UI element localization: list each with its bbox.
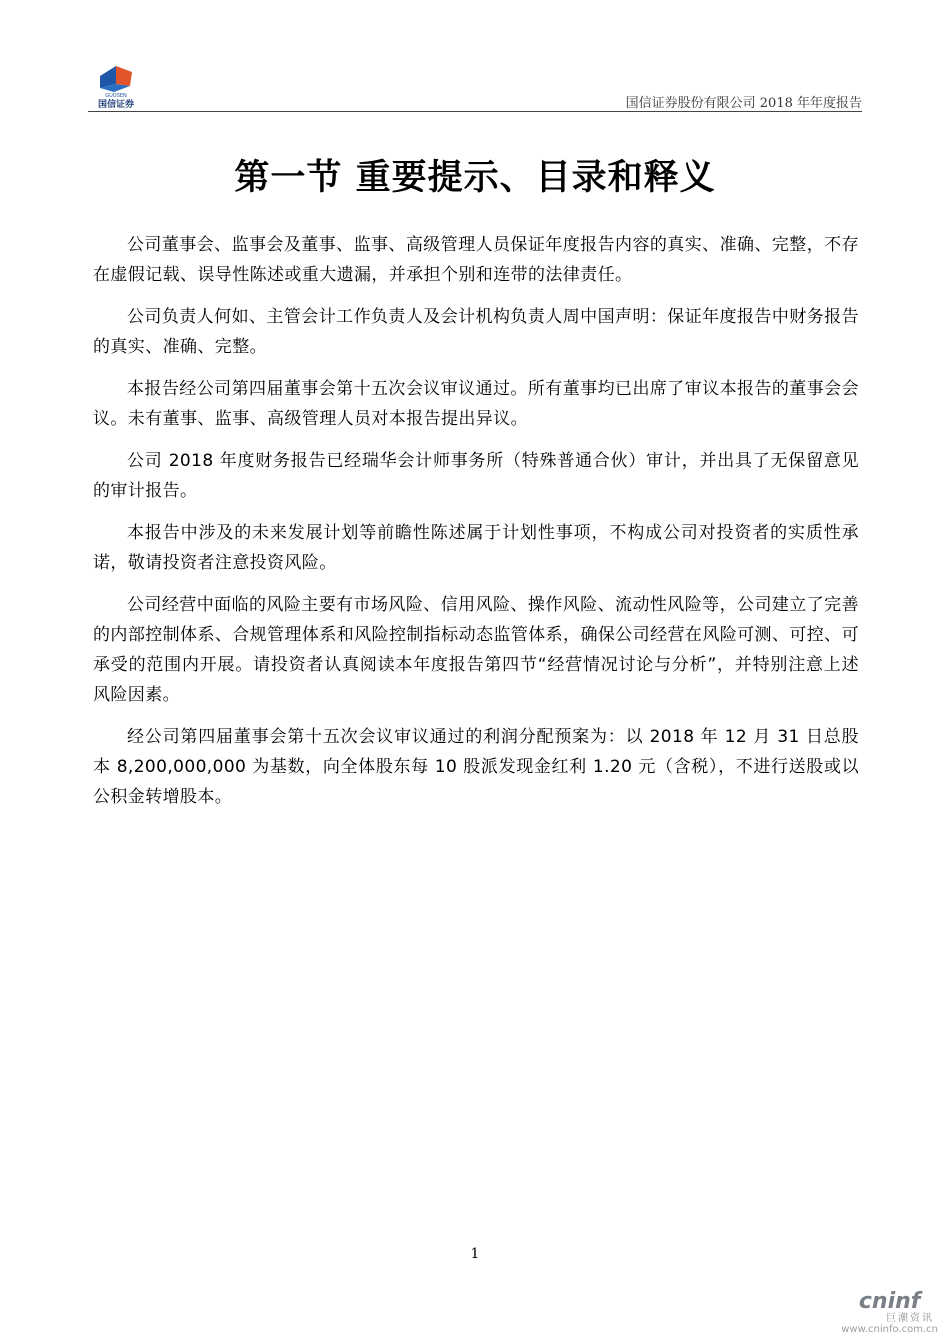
logo-cn-text: 国信证券 — [97, 100, 135, 108]
watermark-cn: 巨潮资讯 — [886, 1313, 934, 1324]
report-header-title: 国信证券股份有限公司 2018 年年度报告 — [625, 96, 862, 111]
guosen-logo-icon — [86, 62, 146, 108]
logo-latin-text: GUOSEN — [105, 93, 127, 99]
page-number: 1 — [470, 1246, 480, 1262]
watermark-url: www.cninfo.com.cn — [841, 1324, 938, 1335]
paragraph-5: 本报告中涉及的未来发展计划等前瞻性陈述属于计划性事项，不构成公司对投资者的实质性承诺，敬请投资者注意投资风险。 — [93, 523, 859, 573]
cninfo-watermark — [841, 1291, 938, 1336]
watermark-brand: cninf — [858, 1289, 921, 1314]
paragraph-6: 公司经营中面临的风险主要有市场风险、信用风险、操作风险、流动性风险等，公司建立了完善的内部控制体系、合规管理体系和风险控制指标动态监管体系，确保公司经营在风险可测、可控、可承受的范围内开展。请投资者认真阅读本年度报告第四节“经营情况讨论与分析”，并特别注意上述风险因素。 — [93, 595, 859, 705]
paragraph-1: 公司董事会、监事会及董事、监事、高级管理人员保证年度报告内容的真实、准确、完整，不存在虚假记载、误导性陈述或重大遗漏，并承担个别和连带的法律责任。 — [93, 235, 859, 285]
header-divider — [88, 111, 862, 112]
paragraph-2: 公司负责人何如、主管会计工作负责人及会计机构负责人周中国声明：保证年度报告中财务报告的真实、准确、完整。 — [93, 307, 859, 357]
paragraph-7: 经公司第四届董事会第十五次会议审议通过的利润分配预案为：以 2018 年 12 月 31 日总股本 8,200,000,000 为基数，向全体股东每 10 股派发现金红利 1.20 元（含税），不进行送股或以公积金转增股本。 — [93, 727, 859, 807]
paragraph-3: 本报告经公司第四届董事会第十五次会议审议通过。所有董事均已出席了审议本报告的董事会会议。未有董事、监事、高级管理人员对本报告提出异议。 — [93, 379, 859, 429]
company-logo — [86, 62, 146, 108]
important-notice-body — [93, 230, 859, 824]
page-title: 第一节 重要提示、目录和释义 — [234, 158, 716, 198]
paragraph-4: 公司 2018 年度财务报告已经瑞华会计师事务所（特殊普通合伙）审计，并出具了无保留意见的审计报告。 — [93, 451, 859, 501]
